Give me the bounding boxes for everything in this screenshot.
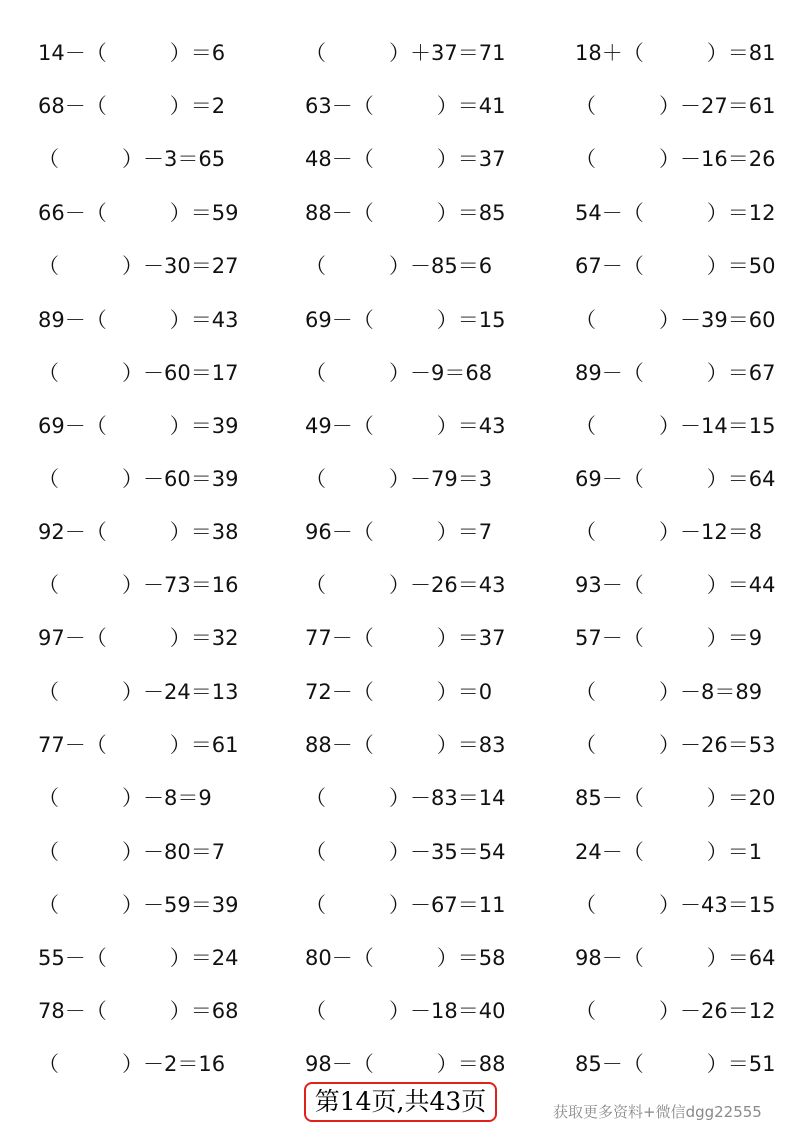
problem-row — [0, 772, 800, 825]
math-problem: （ ）－2＝16 — [38, 1052, 226, 1076]
math-problem: 72－（ ）＝0 — [305, 680, 493, 704]
problem-row — [0, 932, 800, 985]
problem-row — [0, 612, 800, 665]
math-problem: 85－（ ）＝20 — [575, 786, 776, 810]
math-problem: 89－（ ）＝67 — [575, 361, 776, 385]
math-problem: （ ）－24＝13 — [38, 680, 239, 704]
math-problem: 57－（ ）＝9 — [575, 626, 763, 650]
math-problem: 66－（ ）＝59 — [38, 201, 239, 225]
math-problem: 24－（ ）＝1 — [575, 840, 763, 864]
math-problem: 63－（ ）＝41 — [305, 94, 506, 118]
math-problem: 69－（ ）＝64 — [575, 467, 776, 491]
math-problem: （ ）－9＝68 — [305, 361, 493, 385]
problem-row — [0, 506, 800, 559]
watermark-text: 获取更多资料+微信dgg22555 — [553, 1103, 762, 1121]
math-problem: （ ）－80＝7 — [38, 840, 226, 864]
math-problem: 69－（ ）＝39 — [38, 414, 239, 438]
math-problem: 85－（ ）＝51 — [575, 1052, 776, 1076]
math-problem: （ ）－43＝15 — [575, 893, 776, 917]
problem-row — [0, 400, 800, 453]
math-problem: （ ）－14＝15 — [575, 414, 776, 438]
math-problem: 68－（ ）＝2 — [38, 94, 226, 118]
math-problem: （ ）－59＝39 — [38, 893, 239, 917]
math-problem: 14－（ ）＝6 — [38, 41, 226, 65]
math-problem: （ ）－35＝54 — [305, 840, 506, 864]
math-problem: （ ）－26＝53 — [575, 733, 776, 757]
math-problem: （ ）－16＝26 — [575, 147, 776, 171]
problem-row — [0, 80, 800, 133]
page-number-label: 第14页,共43页 — [304, 1082, 497, 1122]
math-problem: （ ）－12＝8 — [575, 520, 763, 544]
math-problem: 89－（ ）＝43 — [38, 308, 239, 332]
problem-row — [0, 294, 800, 347]
math-problem: （ ）－26＝12 — [575, 999, 776, 1023]
math-problem: （ ）－18＝40 — [305, 999, 506, 1023]
math-problem: （ ）－79＝3 — [305, 467, 493, 491]
math-problem: （ ）－60＝39 — [38, 467, 239, 491]
math-problem: （ ）－39＝60 — [575, 308, 776, 332]
math-problem: 93－（ ）＝44 — [575, 573, 776, 597]
math-problem: （ ）－27＝61 — [575, 94, 776, 118]
problem-row — [0, 453, 800, 506]
problem-row — [0, 187, 800, 240]
math-problem: 77－（ ）＝61 — [38, 733, 239, 757]
math-problem: 97－（ ）＝32 — [38, 626, 239, 650]
problem-row — [0, 347, 800, 400]
math-problem: （ ）－60＝17 — [38, 361, 239, 385]
math-problem: 88－（ ）＝85 — [305, 201, 506, 225]
problem-row — [0, 879, 800, 932]
math-problem: （ ）－26＝43 — [305, 573, 506, 597]
math-problem: （ ）－73＝16 — [38, 573, 239, 597]
math-problem: （ ）－85＝6 — [305, 254, 493, 278]
math-problem: （ ）－8＝9 — [38, 786, 212, 810]
math-problem: （ ）－8＝89 — [575, 680, 763, 704]
math-problem: 55－（ ）＝24 — [38, 946, 239, 970]
math-problem: 98－（ ）＝88 — [305, 1052, 506, 1076]
problem-row — [0, 559, 800, 612]
problem-row — [0, 666, 800, 719]
math-problem: 69－（ ）＝15 — [305, 308, 506, 332]
problem-row — [0, 27, 800, 80]
math-problem: 48－（ ）＝37 — [305, 147, 506, 171]
problem-row — [0, 826, 800, 879]
math-problem: 88－（ ）＝83 — [305, 733, 506, 757]
problem-row — [0, 133, 800, 186]
math-problem: （ ）－30＝27 — [38, 254, 239, 278]
math-problem: 80－（ ）＝58 — [305, 946, 506, 970]
problem-row — [0, 240, 800, 293]
math-problem: 78－（ ）＝68 — [38, 999, 239, 1023]
math-problem: （ ）－83＝14 — [305, 786, 506, 810]
math-problem: 98－（ ）＝64 — [575, 946, 776, 970]
math-problem: 96－（ ）＝7 — [305, 520, 493, 544]
math-problem: 49－（ ）＝43 — [305, 414, 506, 438]
math-problem: 77－（ ）＝37 — [305, 626, 506, 650]
math-problem: （ ）－3＝65 — [38, 147, 226, 171]
math-problem: 92－（ ）＝38 — [38, 520, 239, 544]
math-problem: （ ）－67＝11 — [305, 893, 506, 917]
problem-row — [0, 985, 800, 1038]
math-problem: 54－（ ）＝12 — [575, 201, 776, 225]
math-problem: （ ）＋37＝71 — [305, 41, 506, 65]
math-problem: 67－（ ）＝50 — [575, 254, 776, 278]
math-problem: 18＋（ ）＝81 — [575, 41, 776, 65]
problem-row — [0, 719, 800, 772]
